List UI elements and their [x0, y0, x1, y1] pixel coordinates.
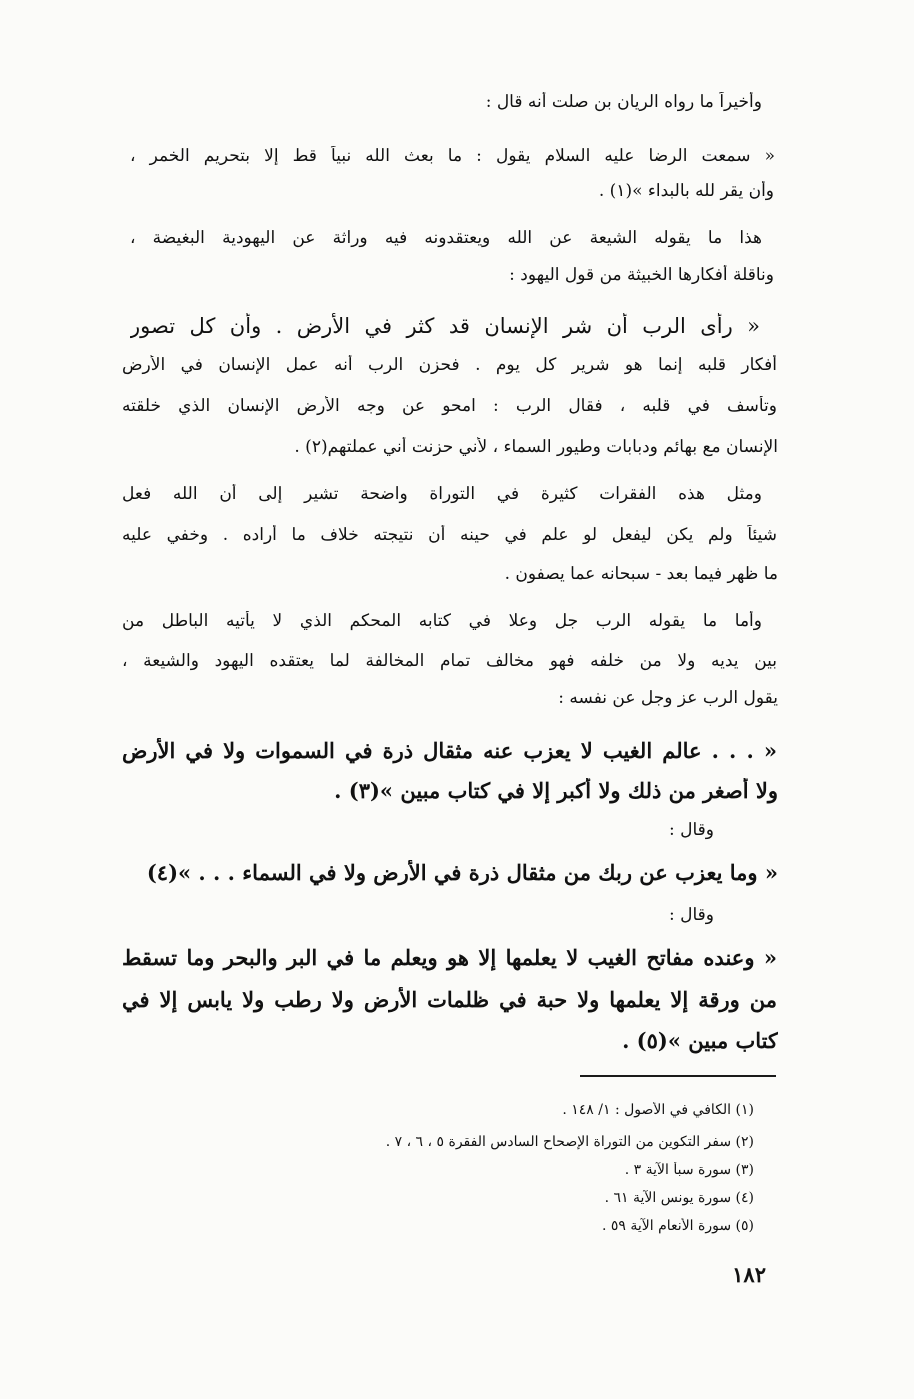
- verse1-line-1: « . . . عالم الغيب لا يعزب عنه مثقال ذرة في السموات ولا في الأرض: [122, 738, 777, 763]
- p5-line-1: وأما ما يقوله الرب جل وعلا في كتابه المحكم الذي لا يأتيه الباطل من: [122, 611, 762, 631]
- p3-line-3: وتأسف في قلبه ، فقال الرب : امحو عن وجه الأرض الإنسان الذي خلقته: [122, 396, 777, 416]
- qal-line-2: وقال :: [669, 905, 714, 925]
- p5-line-2: بين يديه ولا من خلفه فهو مخالف تمام المخالفة لما يعتقده اليهود والشيعة ،: [122, 651, 777, 671]
- intro-line: وأخيراً ما رواه الريان بن صلت أنه قال :: [485, 92, 762, 112]
- p4-line-3: ما ظهر فيما بعد - سبحانه عما يصفون .: [504, 564, 778, 584]
- p4-line-1: ومثل هذه الفقرات كثيرة في التوراة واضحة تشير إلى أن الله فعل: [122, 484, 762, 504]
- quote1-line-1: « سمعت الرضا عليه السلام يقول : ما بعث الله نبياً قط إلا بتحريم الخمر ،: [130, 146, 775, 166]
- verse3-line-3: كتاب مبين »(٥) .: [622, 1028, 778, 1053]
- p2-line-2: وناقلة أفكارها الخبيثة من قول اليهود :: [509, 265, 774, 285]
- p2-line-1: هذا ما يقوله الشيعة عن الله ويعتقدونه فيه وراثة عن اليهودية البغيضة ،: [130, 228, 762, 248]
- p3-line-2: أفكار قلبه إنما هو شرير كل يوم . فحزن الرب أنه عمل الإنسان في الأرض: [122, 355, 777, 375]
- footnote-1: (١) الكافي في الأصول : ١/ ١٤٨ .: [562, 1102, 754, 1118]
- footnote-4: (٤) سورة يونس الآية ٦١ .: [604, 1190, 754, 1206]
- quote1-line-2: وأن يقر لله بالبداء »(١) .: [598, 181, 774, 201]
- p4-line-2: شيئاً ولم يكن ليفعل لو علم في حينه أن نتيجته خلاف ما أراده . وخفي عليه: [122, 525, 777, 545]
- footnote-divider: [580, 1075, 776, 1077]
- footnote-2: (٢) سفر التكوين من التوراة الإصحاح السادس الفقرة ٥ ، ٦ ، ٧ .: [385, 1134, 754, 1150]
- verse2-line: « وما يعزب عن ربك من مثقال ذرة في الأرض ولا في السماء . . . »(٤): [146, 860, 778, 885]
- footnote-5: (٥) سورة الأنعام الآية ٥٩ .: [601, 1218, 754, 1234]
- p3-line-4: الإنسان مع بهائم ودبابات وطيور السماء ، لأني حزنت أني عملتهم(٢) .: [294, 437, 778, 457]
- verse3-line-2: من ورقة إلا يعلمها ولا حبة في ظلمات الأرض ولا رطب ولا يابس إلا في: [122, 987, 777, 1012]
- verse3-line-1: « وعنده مفاتح الغيب لا يعلمها إلا هو ويعلم ما في البر والبحر وما تسقط: [122, 945, 777, 970]
- p5-line-3: يقول الرب عز وجل عن نفسه :: [558, 688, 778, 708]
- page-number: ١٨٢: [732, 1262, 766, 1287]
- verse1-line-2: ولا أصغر من ذلك ولا أكبر إلا في كتاب مبين »(٣) .: [334, 778, 778, 803]
- footnote-3: (٣) سورة سبأ الآية ٣ .: [624, 1162, 754, 1178]
- qal-line-1: وقال :: [669, 820, 714, 840]
- p3-line-1: « رأى الرب أن شر الإنسان قد كثر في الأرض . وأن كل تصور: [130, 314, 760, 338]
